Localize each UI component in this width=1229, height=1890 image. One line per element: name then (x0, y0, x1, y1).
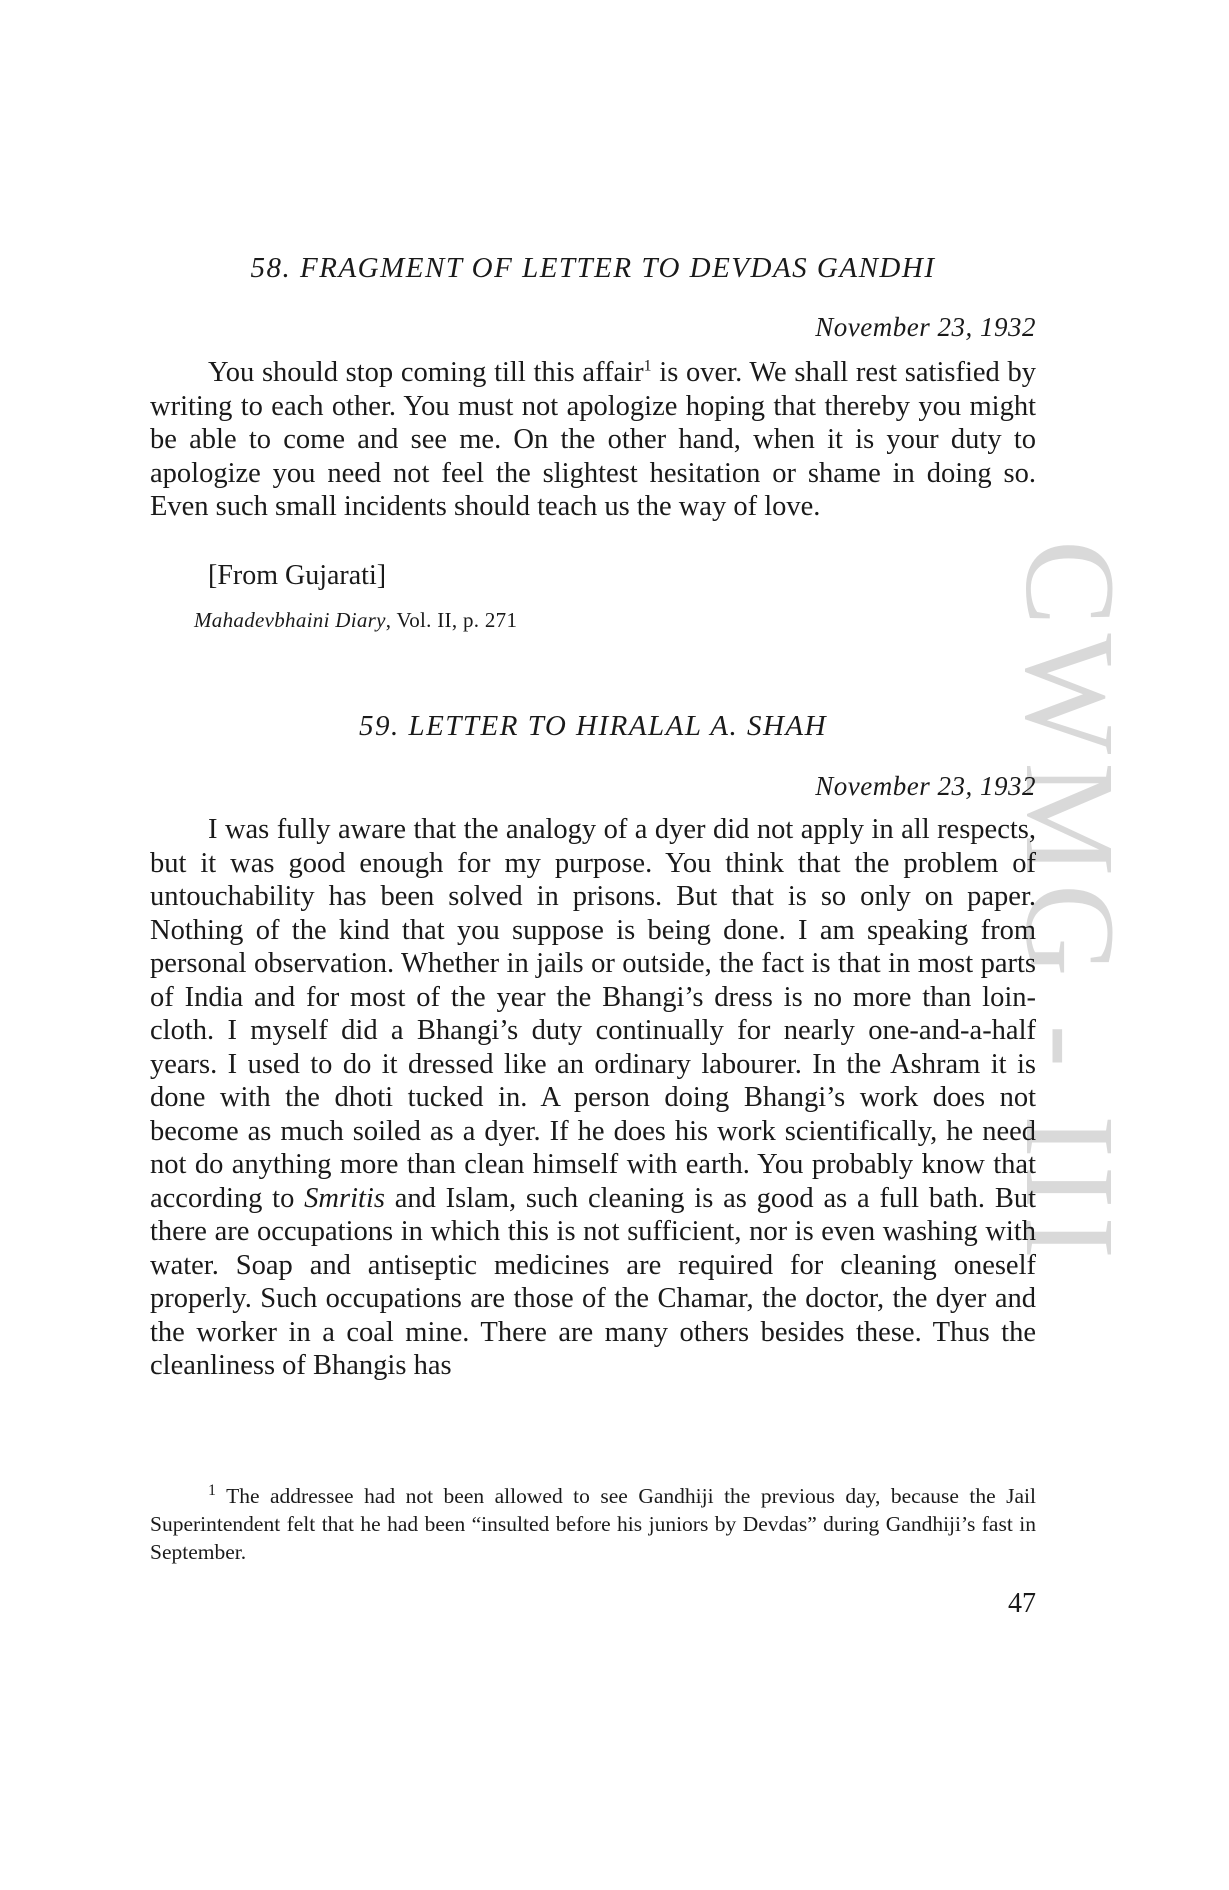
citation (150, 608, 1036, 633)
footnote-marker: 1 (208, 1481, 216, 1499)
italic-term: Smritis (304, 1182, 385, 1214)
section-58-body (150, 356, 1036, 524)
section-heading: 59. LETTER TO HIRALAL A. SHAH (358, 710, 828, 742)
footnote-reference: 1 (643, 357, 652, 375)
section-59-date-row (150, 771, 1036, 802)
section-59-body (150, 813, 1036, 1383)
letter-date: November 23, 1932 (815, 771, 1036, 801)
letter-body (150, 813, 1036, 1383)
section-58-citation (150, 608, 1036, 633)
body-text-part: and Islam, such cleaning is as good as a full bath. But there are occupations in which this is not sufficient, nor is even washing with water. Soap and antiseptic medicines are required for cleaning oneself properly. Such occupations are those of the Chamar, the doctor, the dyer and the worker in a coal mine. There are many others besides these. Thus the cleanliness of Bhangis has (150, 1182, 1036, 1381)
page-number: 47 (1008, 1588, 1036, 1619)
footnote-block (150, 1482, 1036, 1566)
body-text-part: I was fully aware that the analogy of a dyer did not apply in all respects, but it was good enough for my purpose. You think that the problem of untouchability has been solved in prisons. But that is so only on paper. Nothing of the kind that you suppose is being done. I am speaking from personal observation. Whether in jails or outside, the fact is that in most parts of India and for most of the year the Bhangi’s dress is no more than loin-cloth. I myself did a Bhangi’s duty continually for nearly one-and-a-half years. I used to do it dressed like an ordinary labourer. In the Ashram it is done with the dhoti tucked in. A person doing Bhangi’s work does not become as much soiled as a dyer. If he does his work scientifically, he need not do anything more than clean himself with earth. You probably know that according to (150, 814, 1036, 1214)
source-note: [From Gujarati] (208, 560, 387, 591)
body-text-part: You should stop coming till this affair (208, 357, 644, 388)
citation-detail: , Vol. II, p. 271 (385, 608, 518, 632)
letter-body (150, 356, 1036, 524)
citation-title: Mahadevbhaini Diary (194, 608, 386, 632)
footnote (150, 1482, 1036, 1566)
letter-date: November 23, 1932 (815, 312, 1036, 342)
body-text-part: is over. We shall rest satisfied by writing to each other. You must not apologize hoping that thereby you might be able to come and see me. On the other hand, when it is your duty to apologize you need not feel the slightest hesitation or shame in doing so. Even such small incidents should teach us the way of love. (150, 357, 1036, 522)
section-58-source (150, 560, 1036, 592)
section-heading: 58. FRAGMENT OF LETTER TO DEVDAS GANDHI (250, 252, 936, 284)
footnote-text: The addressee had not been allowed to see Gandhiji the previous day, because the Jail Superintendent felt that he had been “insulted before his juniors by Devdas” during Gandhiji’s fast in September. (150, 1484, 1036, 1564)
watermark: CWMG - III (999, 540, 1141, 1267)
section-58-date-row (150, 312, 1036, 343)
section-58 (150, 252, 1036, 285)
section-59 (150, 710, 1036, 743)
page-number-row (150, 1588, 1036, 1620)
